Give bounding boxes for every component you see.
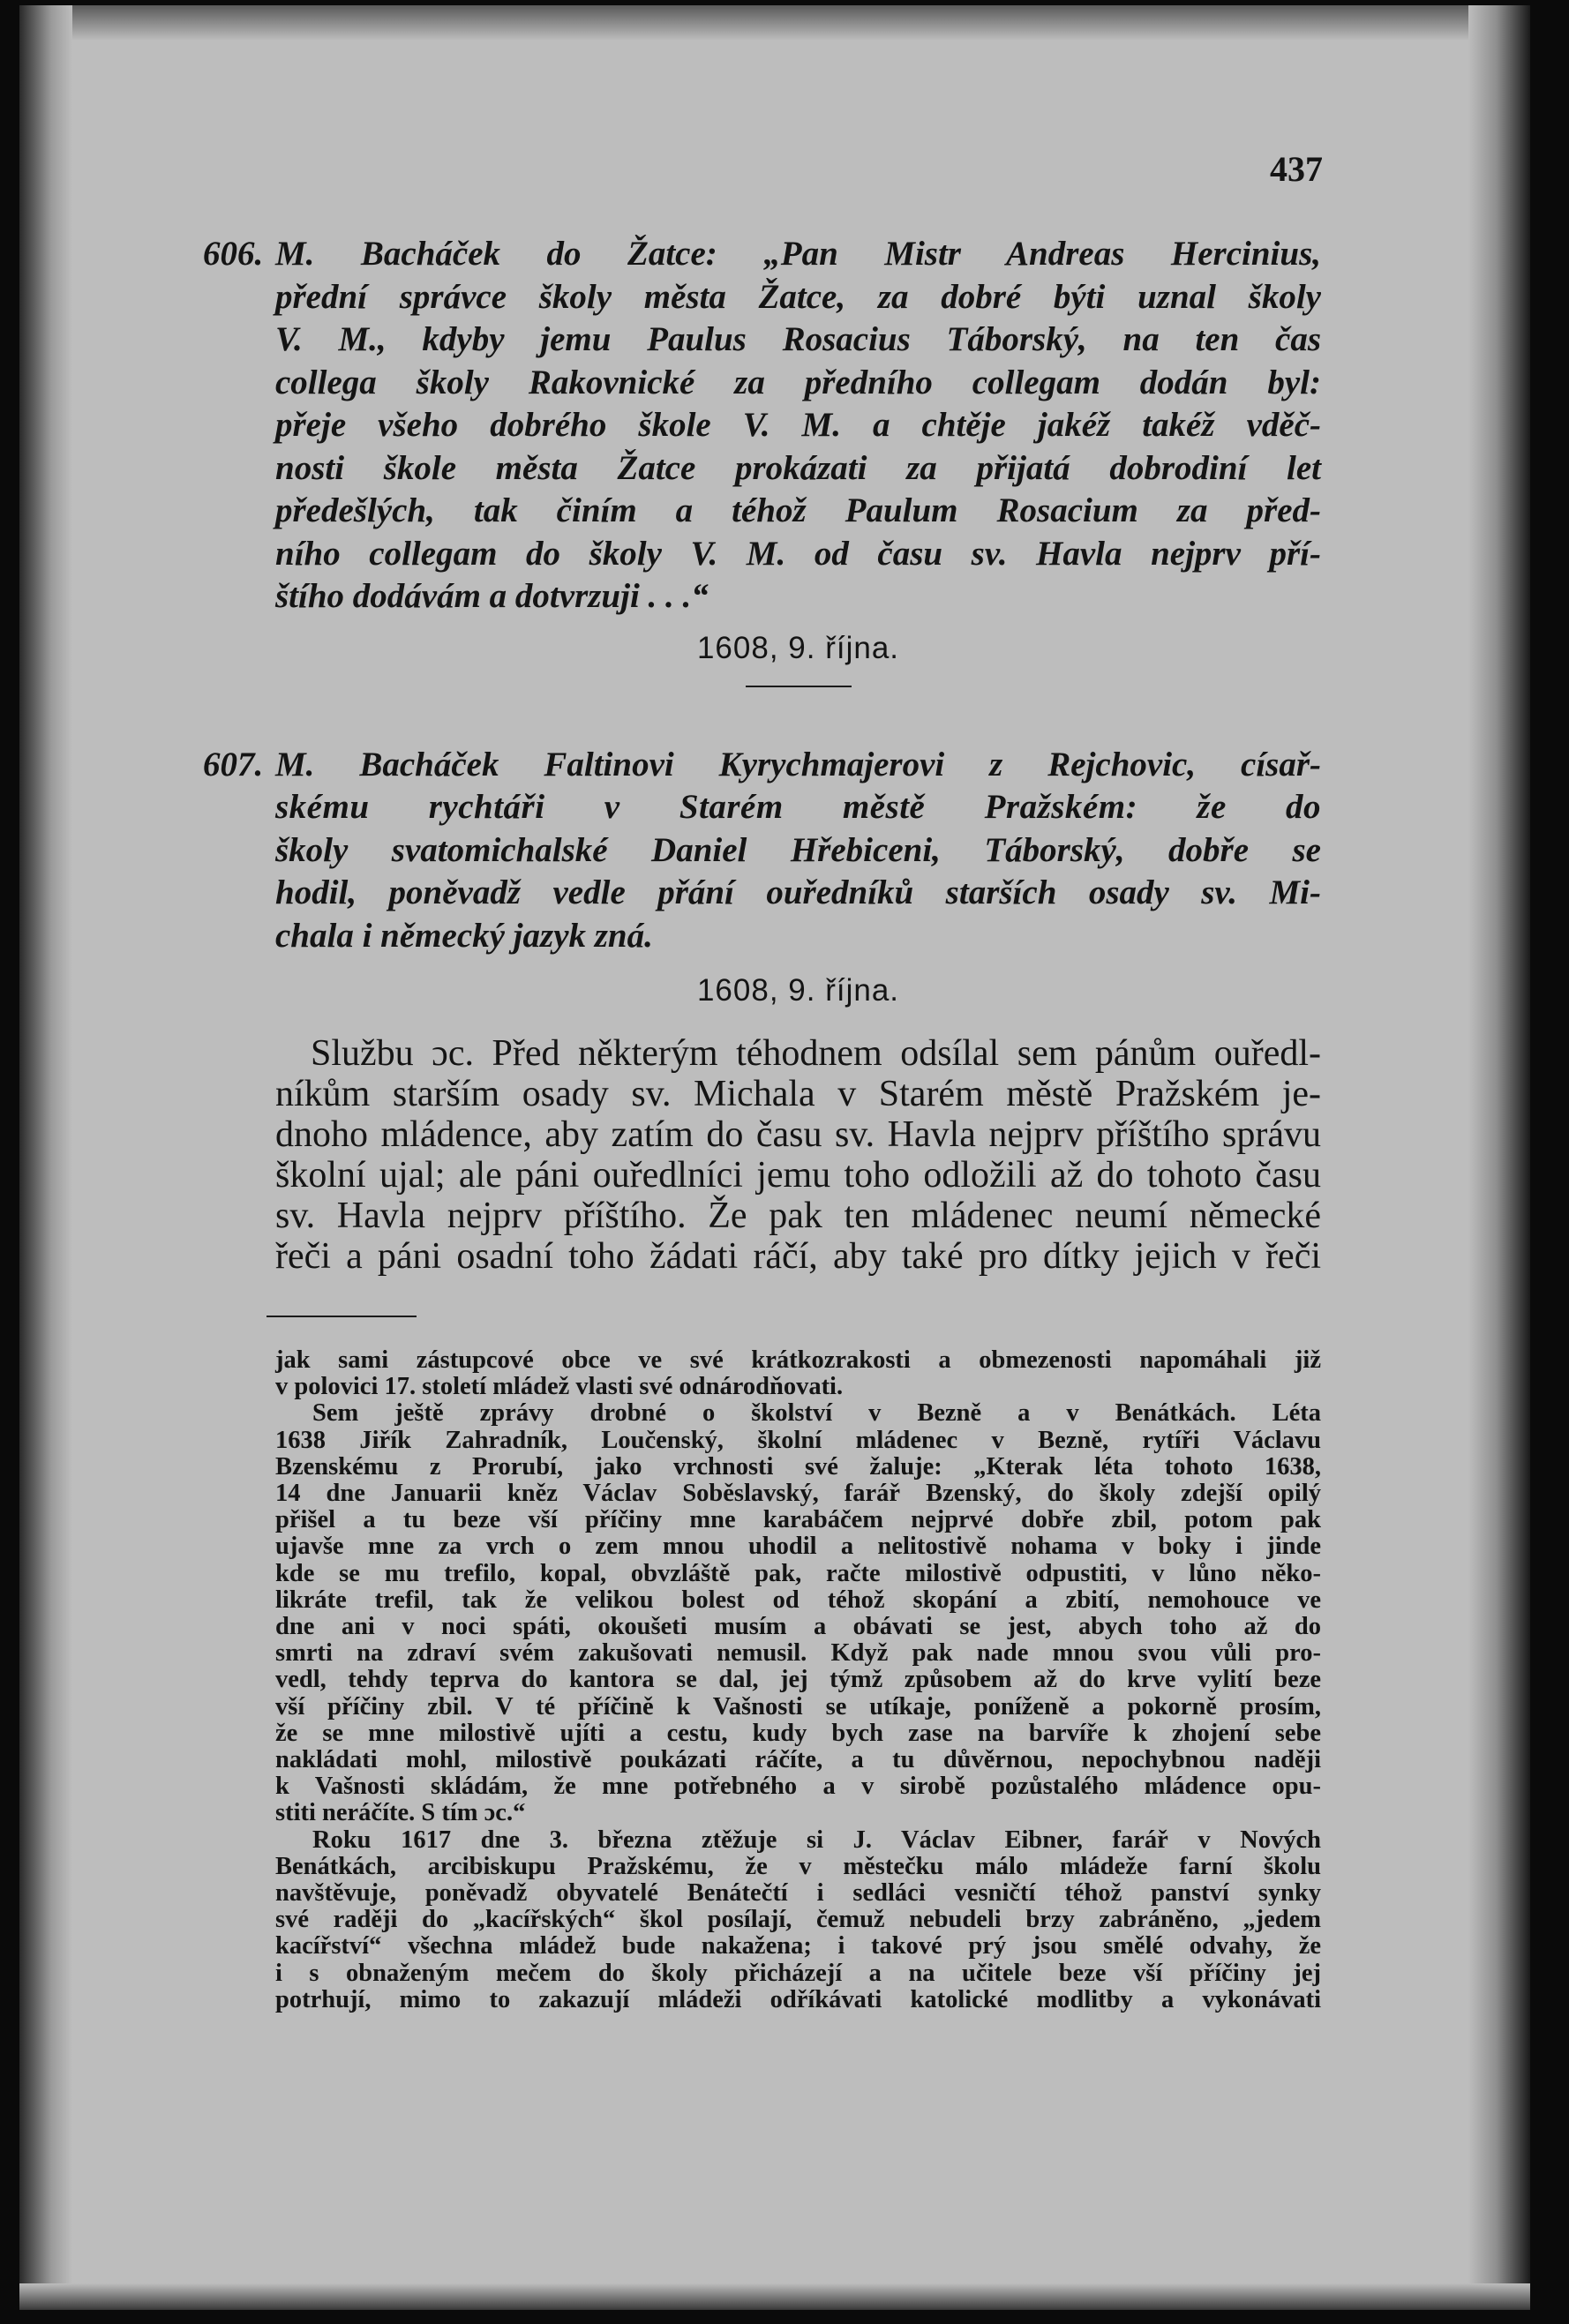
entry-number: 606. — [203, 235, 264, 273]
footnote-line: své raději do „kacířských“ škol posílají, čemuž nebudeli brzy zabráněno, „jedem — [275, 1906, 1321, 1934]
entry-line: hodil, poněvadž vedle přání ouředníků starších osady sv. Mi- — [275, 873, 1321, 911]
entry-line: collega školy Rakovnické za předního collegam dodán byl: — [275, 363, 1321, 401]
entry-line: přední správce školy města Žatce, za dobré býti uznal školy — [275, 277, 1321, 316]
footnote-line: vší příčiny zbil. V té příčině k Vašnosti se utíkaje, poníženě a pokorně prosím, — [275, 1692, 1321, 1721]
entry-line: M. Bacháček do Žatce: „Pan Mistr Andreas Hercinius, — [275, 235, 1321, 273]
letter-body — [275, 1033, 1321, 1277]
footnote-line: vedl, tehdy teprva do kantora se dal, jej týmž způsobem až do krve vylití beze — [275, 1666, 1321, 1694]
entry-line: předešlých, tak činím a téhož Paulum Rosacium za před- — [275, 491, 1321, 529]
page-content — [203, 138, 1323, 2013]
section-divider — [746, 686, 852, 687]
entry-date: 1608, 9. října. — [696, 630, 900, 665]
letter-line: níkům starším osady sv. Michala v Starém městě Pražském je- — [275, 1074, 1321, 1114]
footnote-line: Benátkách, arcibiskupu Pražskému, že v městečku málo mládeže farní školu — [275, 1852, 1321, 1880]
footnote-line: kacířství“ všechna mládež bude nakažena; i takové prý jsou smělé odvahy, že — [275, 1932, 1321, 1960]
entry-line: ního collegam do školy V. M. od času sv. Havla nejprv pří- — [275, 534, 1321, 573]
footnote-line: přišel a tu beze vší příčiny mne karabáčem nejprvé dobře zbil, potom pak — [275, 1506, 1321, 1534]
footnote-line: že se mne milostivě ujíti a cestu, kudy bych zase na barvíře k zhojení sebe — [275, 1719, 1321, 1747]
entry-line: chala i německý jazyk zná. — [275, 916, 653, 955]
page-edge-right — [1468, 5, 1530, 2310]
entry-606 — [203, 233, 1321, 618]
entry-line: štího dodávám a dotvrzuji . . .“ — [275, 577, 709, 615]
entry-line: školy svatomichalské Daniel Hřebiceni, Táborský, dobře se — [275, 830, 1321, 869]
footnote-line: stiti neráčíte. S tím ɔc.“ — [275, 1799, 526, 1827]
footnote-line: Roku 1617 dne 3. března ztěžuje si J. Václav Eibner, farář v Nových — [312, 1825, 1321, 1854]
footnote-line: Sem ještě zprávy drobné o školství v Bezně a v Benátkách. Léta — [312, 1399, 1321, 1428]
entry-number: 607. — [203, 745, 264, 783]
footnote-line: k Vašnosti skládám, že mne potřebného a v sirobě pozůstalého mládence opu- — [275, 1773, 1321, 1801]
entry-line: nosti škole města Žatce prokázati za přijatá dobrodiní let — [275, 448, 1321, 487]
entry-line: M. Bacháček Faltinovi Kyrychmajerovi z Rejchovic, císař- — [275, 745, 1321, 783]
footnote-line: likráte trefil, tak že velikou bolest od téhož skopání a zbití, nemohouce ve — [275, 1586, 1321, 1614]
footnote-line: jak sami zástupcové obce ve své krátkozrakosti a obmezenosti napomáhali již — [275, 1346, 1321, 1374]
footnote-separator — [275, 1277, 1321, 1340]
entry-607 — [203, 744, 1321, 958]
letter-line: sv. Havla nejprv příštího. Že pak ten mládenec neumí německé — [275, 1196, 1321, 1236]
footnote-line: smrti na zdraví svém zakušovati nemusil. Když pak nade mnou svou vůli pro- — [275, 1639, 1321, 1668]
book-page — [19, 5, 1530, 2310]
page-edge-bottom — [19, 2283, 1530, 2310]
footnote-line: i s obnaženým mečem do školy přicházejí a na učitele beze vší příčiny jej — [275, 1959, 1321, 1987]
footnote-line: 14 dne Januarii kněz Václav Soběslavský, farář Bzenský, do školy zdejší opilý — [275, 1480, 1321, 1508]
entry-line: skému rychtáři v Starém městě Pražském: že do — [275, 788, 1321, 826]
footnote-line: nakládati mohl, milostivě poukázati ráčíte, a tu důvěrnou, nepochybnou naději — [275, 1746, 1321, 1774]
footnotes — [275, 1347, 1321, 2013]
footnote-line: navštěvuje, poněvadž obyvatelé Benátečtí i sedláci vesničtí téhož panství synky — [275, 1879, 1321, 1908]
entry-line: přeje všeho dobrého škole V. M. a chtěje jakéž takéž vděč- — [275, 406, 1321, 444]
footnote-line: ujavše mne za vrch o zem mnou uhodil a nelitostivě nohama v boky i jinde — [275, 1533, 1321, 1561]
letter-line: školní ujal; ale páni ouředlníci jemu toho odložili až do tohoto času — [275, 1155, 1321, 1196]
footnote-rule — [267, 1316, 417, 1317]
footnote-line: dne ani v noci spáti, okoušeti musím a obávati se jest, abych toho až do — [275, 1613, 1321, 1641]
page-edge-left — [19, 5, 72, 2310]
letter-line: dnoho mládence, aby zatím do času sv. Havla nejprv příštího správu — [275, 1114, 1321, 1155]
page-edge-top — [19, 5, 1530, 41]
footnote-line: 1638 Jiřík Zahradník, Loučenský, školní mládenec v Bezně, rytíři Václavu — [275, 1426, 1321, 1454]
footnote-line: Bzenskému z Prorubí, jako vrchnosti své žaluje: „Kterak léta tohoto 1638, — [275, 1452, 1321, 1481]
entry-line: V. M., kdyby jemu Paulus Rosacius Táborský, na ten čas — [275, 320, 1321, 358]
letter-line: řeči a páni osadní toho žádati ráčí, aby také pro dítky jejich v řeči — [275, 1236, 1321, 1277]
footnote-line: kde se mu trefilo, kopal, obvzláště pak, račte milostivě odpustiti, v lůno něko- — [275, 1559, 1321, 1587]
page-number: 437 — [1270, 149, 1323, 189]
footnote-line: v polovici 17. století mládež vlasti své odnárodňovati. — [275, 1373, 844, 1401]
letter-line: Službu ɔc. Před některým téhodnem odsílal sem pánům ouředl- — [311, 1033, 1321, 1074]
footnote-line: potrhují, mimo to zakazují mládeži odříkávati katolické modlitby a vykonávati — [275, 1985, 1321, 2013]
entry-date: 1608, 9. října. — [696, 973, 900, 1008]
